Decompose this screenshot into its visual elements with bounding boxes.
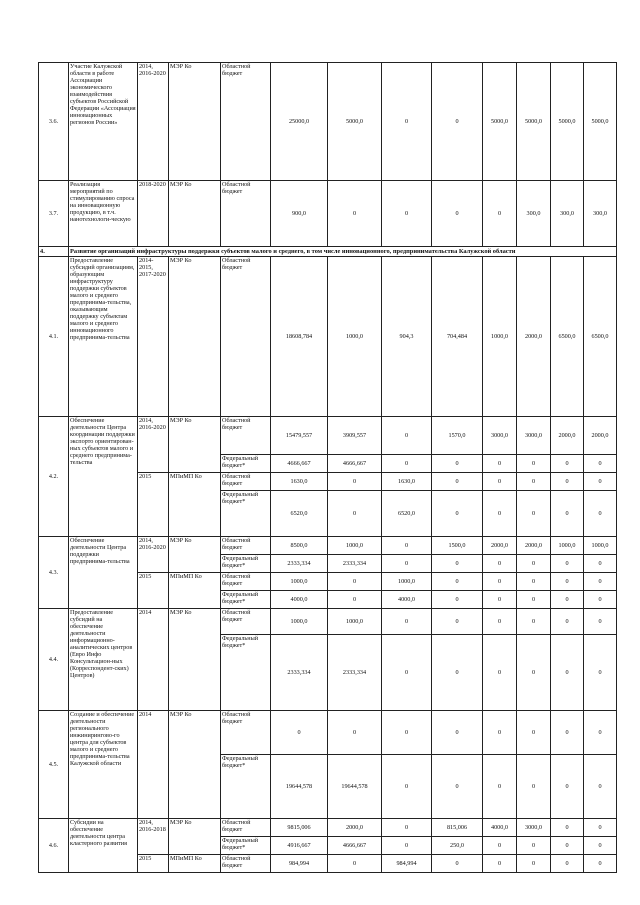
value-cell: 984,994 [271,855,328,873]
measure-name: Обеспечение деятельности Центра координации поддержки экспорто ориентирован-ных субъектов малого и среднего предпринима-тельства [69,417,138,537]
value-cell: 1630,0 [382,473,432,491]
years-cell: 2015 [138,855,169,873]
value-cell: 0 [432,473,483,491]
value-cell: 0 [517,635,551,711]
value-cell: 0 [382,181,432,247]
value-cell: 0 [517,555,551,573]
value-cell: 6520,0 [382,491,432,537]
years-cell: 2014, 2016-2018 [138,819,169,855]
value-cell: 1000,0 [328,257,382,417]
years-cell: 2014, 2016-2020 [138,63,169,181]
funding-source: Областной бюджет [221,609,271,635]
value-cell: 0 [584,491,617,537]
funding-source: Областной бюджет [221,181,271,247]
value-cell: 5000,0 [483,63,517,181]
value-cell: 0 [584,837,617,855]
executor-cell: МЭР Ко [169,609,221,711]
years-cell: 2014, 2016-2020 [138,537,169,573]
value-cell: 0 [551,573,584,591]
row-number: 4.6. [39,819,69,873]
value-cell: 4000,0 [271,591,328,609]
value-cell: 0 [551,819,584,837]
value-cell: 0 [517,573,551,591]
years-cell: 2014 [138,711,169,819]
value-cell: 0 [432,555,483,573]
measure-name: Предоставление субсидий организациям, образующим инфраструктуру поддержки субъектов малого и среднего предпринима-тельства, оказывающим поддержку субъектам малого и среднего инновационного предпринима-тельства [69,257,138,417]
years-cell: 2018-2020 [138,181,169,247]
value-cell: 1000,0 [483,257,517,417]
row-number: 4.5. [39,711,69,819]
value-cell: 0 [432,591,483,609]
value-cell: 0 [483,635,517,711]
value-cell: 0 [517,855,551,873]
funding-source: Федеральный бюджет* [221,635,271,711]
value-cell: 984,994 [382,855,432,873]
value-cell: 5000,0 [551,63,584,181]
row-number: 3.6. [39,63,69,181]
value-cell: 0 [382,609,432,635]
value-cell: 2000,0 [517,257,551,417]
value-cell: 0 [432,755,483,819]
value-cell: 0 [432,455,483,473]
value-cell: 704,484 [432,257,483,417]
value-cell: 0 [382,711,432,755]
table-row [39,417,617,455]
value-cell: 1000,0 [271,609,328,635]
budget-table [38,62,617,873]
value-cell: 6500,0 [584,257,617,417]
value-cell: 0 [517,609,551,635]
value-cell: 0 [551,555,584,573]
value-cell: 0 [551,635,584,711]
value-cell: 0 [483,837,517,855]
value-cell: 904,3 [382,257,432,417]
value-cell: 3000,0 [483,417,517,455]
measure-name: Участие Калужской области в работе Ассоциации экономического взаимодействия субъектов Российской Федерации «Ассоциация инновационных регионов России» [69,63,138,181]
value-cell: 0 [584,455,617,473]
value-cell: 0 [584,635,617,711]
value-cell: 1570,0 [432,417,483,455]
funding-source: Федеральный бюджет* [221,755,271,819]
value-cell: 0 [382,635,432,711]
value-cell: 0 [551,755,584,819]
value-cell: 300,0 [551,181,584,247]
value-cell: 0 [551,711,584,755]
value-cell: 0 [483,755,517,819]
value-cell: 0 [551,491,584,537]
value-cell: 0 [483,711,517,755]
value-cell: 300,0 [584,181,617,247]
value-cell: 0 [483,591,517,609]
value-cell: 0 [483,491,517,537]
table-row [39,819,617,837]
value-cell: 4000,0 [382,591,432,609]
value-cell: 4000,0 [483,819,517,837]
measure-name: Предоставление субсидий на обеспечение деятельности информационно-аналитических центров (Евро Инфо Консультацион-ных (Корреспондент-ских) Центров) [69,609,138,711]
value-cell: 1000,0 [328,537,382,555]
value-cell: 0 [382,755,432,819]
budget-table-page [38,62,616,873]
value-cell: 0 [551,855,584,873]
row-number: 4.1. [39,257,69,417]
value-cell: 0 [584,473,617,491]
funding-source: Федеральный бюджет* [221,837,271,855]
funding-source: Областной бюджет [221,63,271,181]
section-header-row [39,247,617,257]
value-cell: 0 [584,609,617,635]
value-cell: 0 [432,609,483,635]
value-cell: 3000,0 [517,819,551,837]
value-cell: 1000,0 [584,537,617,555]
value-cell: 1000,0 [328,609,382,635]
value-cell: 25000,0 [271,63,328,181]
funding-source: Областной бюджет [221,417,271,455]
executor-cell: МЭР Ко [169,181,221,247]
funding-source: Федеральный бюджет* [221,555,271,573]
value-cell: 3000,0 [517,417,551,455]
executor-cell: МЭР Ко [169,417,221,473]
value-cell: 1000,0 [271,573,328,591]
value-cell: 0 [483,555,517,573]
funding-source: Федеральный бюджет* [221,491,271,537]
value-cell: 0 [551,609,584,635]
value-cell: 2333,334 [328,555,382,573]
value-cell: 0 [328,491,382,537]
value-cell: 0 [517,591,551,609]
value-cell: 3909,557 [328,417,382,455]
value-cell: 0 [432,635,483,711]
value-cell: 0 [432,711,483,755]
value-cell: 4666,667 [328,455,382,473]
value-cell: 2000,0 [483,537,517,555]
funding-source: Областной бюджет [221,855,271,873]
value-cell: 0 [517,491,551,537]
value-cell: 6500,0 [551,257,584,417]
value-cell: 0 [382,537,432,555]
value-cell: 0 [517,755,551,819]
value-cell: 0 [328,855,382,873]
value-cell: 0 [328,181,382,247]
value-cell: 2000,0 [551,417,584,455]
executor-cell: МПиМП Ко [169,473,221,537]
table-row [39,63,617,181]
value-cell: 0 [432,63,483,181]
funding-source: Областной бюджет [221,573,271,591]
value-cell: 1630,0 [271,473,328,491]
value-cell: 815,006 [432,819,483,837]
value-cell: 0 [328,591,382,609]
value-cell: 0 [584,711,617,755]
value-cell: 0 [382,417,432,455]
section-number: 4. [39,247,69,257]
years-cell: 2015 [138,473,169,537]
value-cell: 4666,667 [328,837,382,855]
value-cell: 19644,578 [328,755,382,819]
value-cell: 0 [584,855,617,873]
value-cell: 0 [551,837,584,855]
value-cell: 9815,006 [271,819,328,837]
value-cell: 0 [584,573,617,591]
value-cell: 0 [483,855,517,873]
funding-source: Областной бюджет [221,473,271,491]
value-cell: 250,0 [432,837,483,855]
funding-source: Федеральный бюджет* [221,455,271,473]
value-cell: 0 [584,755,617,819]
value-cell: 0 [328,573,382,591]
value-cell: 0 [483,609,517,635]
value-cell: 0 [551,591,584,609]
value-cell: 300,0 [517,181,551,247]
value-cell: 0 [432,491,483,537]
table-row [39,609,617,635]
value-cell: 0 [432,855,483,873]
value-cell: 2000,0 [517,537,551,555]
value-cell: 5000,0 [328,63,382,181]
value-cell: 0 [328,711,382,755]
value-cell: 900,0 [271,181,328,247]
row-number: 4.4. [39,609,69,711]
row-number: 4.2. [39,417,69,537]
value-cell: 5000,0 [517,63,551,181]
value-cell: 1000,0 [382,573,432,591]
row-number: 4.3. [39,537,69,609]
table-row [39,537,617,555]
table-row [39,181,617,247]
value-cell: 0 [328,473,382,491]
value-cell: 0 [584,819,617,837]
funding-source: Областной бюджет [221,711,271,755]
value-cell: 0 [551,473,584,491]
funding-source: Федеральный бюджет* [221,591,271,609]
measure-name: Создание и обеспечение деятельности регионального инжинирингово-го центра для субъектов малого и среднего предпринима-тельства Калужской области [69,711,138,819]
value-cell: 0 [382,555,432,573]
funding-source: Областной бюджет [221,537,271,555]
executor-cell: МЭР Ко [169,257,221,417]
value-cell: 8500,0 [271,537,328,555]
value-cell: 15479,557 [271,417,328,455]
value-cell: 0 [382,455,432,473]
value-cell: 19644,578 [271,755,328,819]
value-cell: 0 [517,455,551,473]
executor-cell: МПиМП Ко [169,573,221,609]
value-cell: 2000,0 [328,819,382,837]
value-cell: 1500,0 [432,537,483,555]
executor-cell: МЭР Ко [169,63,221,181]
value-cell: 0 [382,819,432,837]
value-cell: 2000,0 [584,417,617,455]
funding-source: Областной бюджет [221,819,271,837]
funding-source: Областной бюджет [221,257,271,417]
value-cell: 0 [517,837,551,855]
measure-name: Обеспечение деятельности Центра поддержки предпринима-тельства [69,537,138,609]
value-cell: 0 [551,455,584,473]
years-cell: 2014-2015, 2017-2020 [138,257,169,417]
value-cell: 0 [584,591,617,609]
executor-cell: МЭР Ко [169,819,221,855]
value-cell: 0 [271,711,328,755]
value-cell: 0 [584,555,617,573]
value-cell: 2333,334 [328,635,382,711]
measure-name: Реализация мероприятий по стимулированию спроса на инновационную продукцию, в т.ч. нанотехнологи-ческую [69,181,138,247]
years-cell: 2014 [138,609,169,711]
measure-name: Субсидии на обеспечение деятельности центра кластерного развития [69,819,138,873]
table-row [39,711,617,755]
value-cell: 1000,0 [551,537,584,555]
value-cell: 2333,334 [271,555,328,573]
executor-cell: МЭР Ко [169,711,221,819]
section-title: Развитие организаций инфраструктуры поддержки субъектов малого и среднего, в том числе инновационного, предпринимательства Калужской области [69,247,617,257]
years-cell: 2015 [138,573,169,609]
value-cell: 0 [432,573,483,591]
years-cell: 2014, 2016-2020 [138,417,169,473]
value-cell: 0 [483,181,517,247]
executor-cell: МПиМП Ко [169,855,221,873]
value-cell: 0 [382,837,432,855]
value-cell: 4916,667 [271,837,328,855]
table-row [39,257,617,417]
value-cell: 4666,667 [271,455,328,473]
value-cell: 2333,334 [271,635,328,711]
value-cell: 0 [432,181,483,247]
value-cell: 0 [517,473,551,491]
value-cell: 0 [382,63,432,181]
value-cell: 0 [483,455,517,473]
value-cell: 18608,784 [271,257,328,417]
value-cell: 5000,0 [584,63,617,181]
row-number: 3.7. [39,181,69,247]
value-cell: 0 [483,473,517,491]
value-cell: 0 [517,711,551,755]
value-cell: 0 [483,573,517,591]
executor-cell: МЭР Ко [169,537,221,573]
value-cell: 6520,0 [271,491,328,537]
